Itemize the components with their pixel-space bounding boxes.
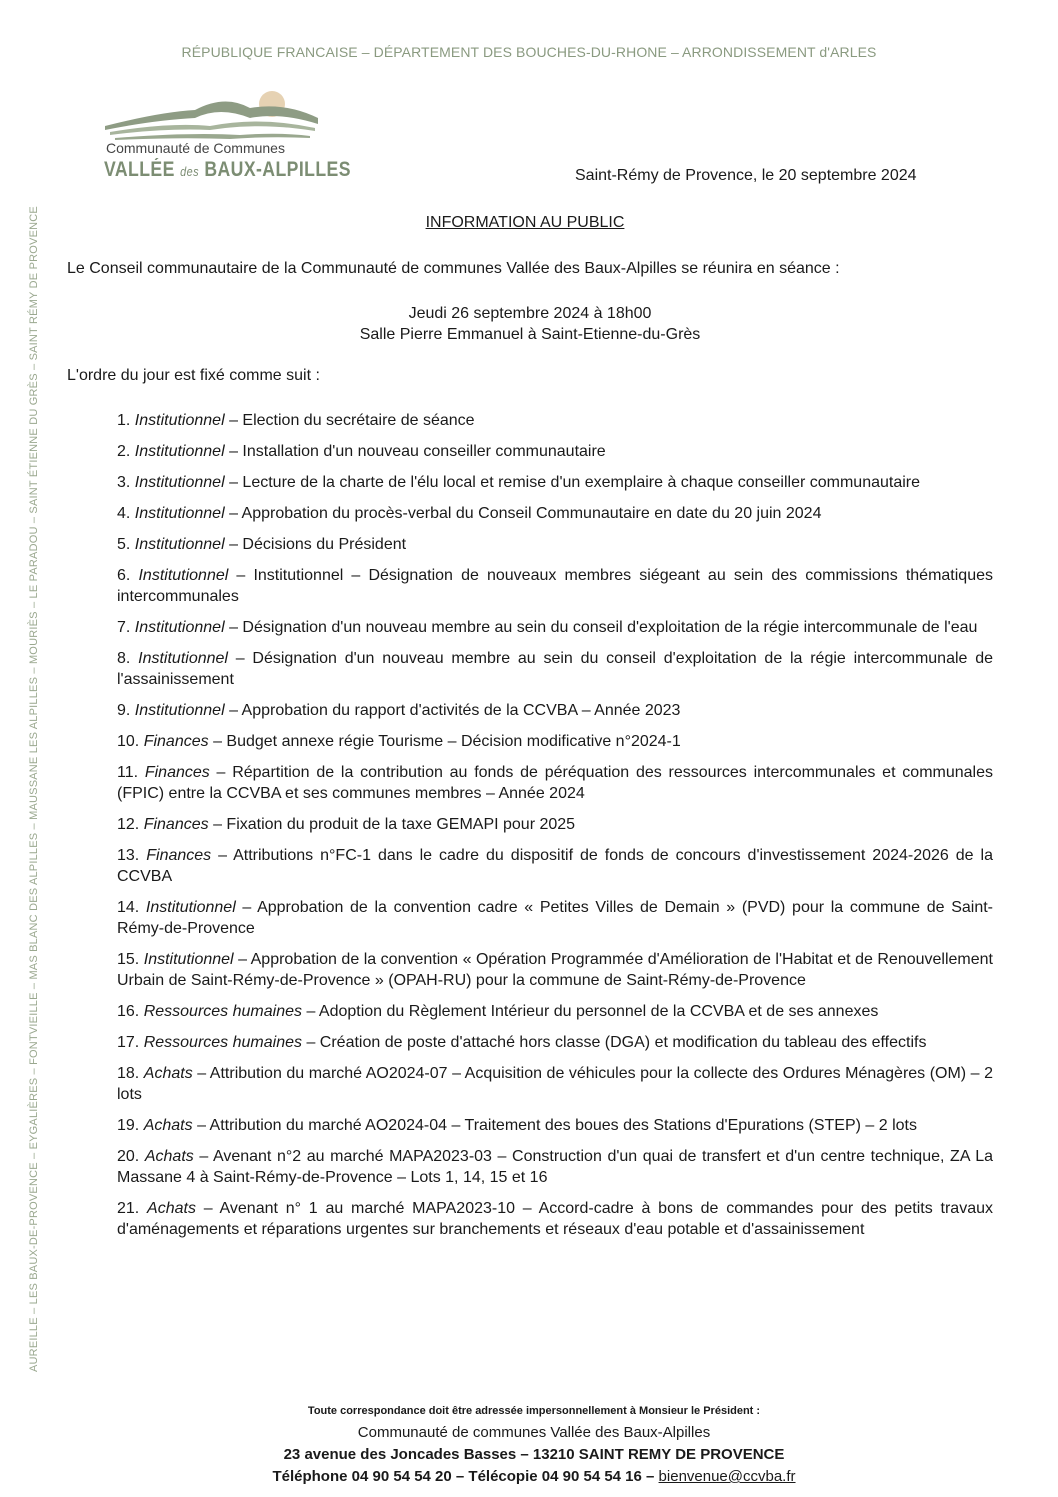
agenda-item [117,814,993,835]
agenda-item-text: – Election du secrétaire de séance [224,412,475,429]
agenda-item-category: Finances [144,764,210,781]
agenda-item-text: – Budget annexe régie Tourisme – Décision modificative n°2024-1 [208,733,681,750]
agenda-item-number: 3. [117,474,131,491]
meeting-info [0,303,1058,345]
agenda-intro: L'ordre du jour est fixé comme suit : [67,367,320,384]
agenda-item-text: – Répartition de la contribution au fonds de péréquation des ressources intercommunales et communales (FPIC) entre la CCVBA et ses communes membres – Année 2024 [117,764,993,802]
logo-line-1: Communauté de Communes [106,140,285,156]
agenda-item-number: 1. [117,412,131,429]
agenda-item-text: – Fixation du produit de la taxe GEMAPI pour 2025 [208,816,576,833]
agenda-item [117,949,993,991]
agenda-item [117,897,993,939]
agenda-item-text: – Lecture de la charte de l'élu local et remise d'un exemplaire à chaque conseiller communautaire [224,474,921,491]
agenda-item-text: – Approbation du procès-verbal du Conseil Communautaire en date du 20 juin 2024 [224,505,822,522]
logo-line-2 [104,158,351,182]
agenda-item [117,534,993,555]
meeting-when: Jeudi 26 septembre 2024 à 18h00 [408,305,652,322]
agenda-item-number: 10. [117,733,140,750]
agenda-item [117,565,993,607]
agenda-item-text: – Institutionnel – Désignation de nouveaux membres siégeant au sein des commissions thématiques intercommunales [117,567,993,605]
agenda-item [117,762,993,804]
agenda-item [117,503,993,524]
agenda-item-category: Institutionnel [134,619,225,636]
logo-word-baux-alpilles: BAUX-ALPILLES [204,158,351,181]
logo-word-vallee: VALLÉE [104,158,175,181]
agenda-item-category: Institutionnel [134,536,225,553]
agenda-item-category: Finances [143,816,209,833]
agenda-item-number: 9. [117,702,131,719]
agenda-item [117,1032,993,1053]
agenda-item-number: 5. [117,536,131,553]
agenda-item [117,410,993,431]
agenda-item-number: 14. [117,899,140,916]
agenda-item-category: Institutionnel [143,951,234,968]
agenda-item-category: Institutionnel [134,505,225,522]
agenda-item-category: Institutionnel [138,650,228,667]
agenda-item-text: – Désignation d'un nouveau membre au sein du conseil d'exploitation de la régie intercommunale de l'eau [224,619,978,636]
footer [0,1405,1058,1488]
agenda-item-text: – Décisions du Président [224,536,407,553]
agenda-item-category: Finances [146,847,212,864]
agenda-item-text: – Création de poste d'attaché hors classe (DGA) et modification du tableau des effectifs [302,1034,927,1051]
header-line: RÉPUBLIQUE FRANCAISE – DÉPARTEMENT DES BOUCHES-DU-RHONE – ARRONDISSEMENT d'ARLES [181,44,877,60]
agenda-item-category: Institutionnel [138,567,229,584]
footer-address: 23 avenue des Joncades Basses – 13210 SAINT REMY DE PROVENCE [283,1446,785,1463]
agenda-item [117,845,993,887]
page-title: INFORMATION AU PUBLIC [425,214,625,231]
agenda-item-text: – Approbation du rapport d'activités de la CCVBA – Année 2023 [224,702,681,719]
agenda-item-number: 16. [117,1003,140,1020]
agenda-item-text: – Approbation de la convention « Opération Programmée d'Amélioration de l'Habitat et de Renouvellement Urbain de Saint-Rémy-de-Provence » (OPAH-RU) pour la commune de Saint-Rémy-de-Provence [117,951,993,989]
agenda-item [117,472,993,493]
agenda-item-text: – Attribution du marché AO2024-04 – Traitement des boues des Stations d'Epurations (STEP) – 2 lots [192,1117,917,1134]
footer-contact [0,1466,1058,1488]
agenda-item-category: Institutionnel [134,443,225,460]
agenda-item-category: Achats [143,1117,193,1134]
agenda-item [117,1115,993,1136]
agenda-item-text: – Installation d'un nouveau conseiller communautaire [224,443,606,460]
organization-logo [100,88,351,188]
footer-organization: Communauté de communes Vallée des Baux-Alpilles [357,1424,711,1441]
meeting-where: Salle Pierre Emmanuel à Saint-Etienne-du-Grès [359,326,701,343]
agenda-item-number: 12. [117,816,140,833]
footer-note: Toute correspondance doit être adressée impersonnellement à Monsieur le Président : [307,1405,761,1417]
agenda-item [117,1198,993,1240]
agenda-item [117,731,993,752]
agenda-item-text: – Avenant n° 1 au marché MAPA2023-10 – Accord-cadre à bons de commandes pour des petits travaux d'aménagements et réparations urgentes sur branchements et réseaux d'eau potable et d'assainissement [117,1200,993,1238]
agenda-item [117,648,993,690]
agenda-item-category: Institutionnel [134,474,225,491]
agenda-item [117,1001,993,1022]
agenda-item-number: 4. [117,505,131,522]
agenda-item [117,1063,993,1105]
agenda-item-number: 19. [117,1117,140,1134]
agenda-item [117,1146,993,1188]
agenda-item [117,617,993,638]
logo-word-des: des [180,164,200,179]
agenda-item-number: 8. [117,650,131,667]
agenda-item-number: 11. [117,764,139,781]
agenda-item-number: 20. [117,1148,140,1165]
agenda-item-category: Ressources humaines [143,1003,302,1020]
agenda-item [117,700,993,721]
agenda-item-number: 18. [117,1065,140,1082]
mountains-sun-logo-icon [100,88,330,143]
agenda-item-category: Achats [147,1200,196,1217]
agenda-item-text: – Approbation de la convention cadre « Petites Villes de Demain » (PVD) pour la commune de Saint-Rémy-de-Provence [117,899,993,937]
sidebar-communes: AUREILLE – LES BAUX-DE-PROVENCE – EYGALIÈRES – FONTVIEILLE – MAS BLANC DES ALPILLES – MAUSSANE LES ALPILLES – MOURIÈS – LE PARADOU – SAINT ÉTIENNE DU GRÈS – SAINT RÉMY DE PROVENCE [28,206,40,1372]
agenda-item-number: 15. [117,951,140,968]
agenda-item [117,441,993,462]
agenda-item-number: 17. [117,1034,140,1051]
agenda-item-category: Achats [144,1148,194,1165]
agenda-item-number: 21. [117,1200,140,1217]
footer-phone: Téléphone 04 90 54 54 20 – Télécopie 04 90 54 54 16 – [272,1468,659,1485]
agenda-item-text: – Attribution du marché AO2024-07 – Acquisition de véhicules pour la collecte des Ordures Ménagères (OM) – 2 lots [117,1065,994,1103]
agenda-item-text: – Adoption du Règlement Intérieur du personnel de la CCVBA et de ses annexes [302,1003,879,1020]
agenda-item-text: – Avenant n°2 au marché MAPA2023-03 – Construction d'un quai de transfert et d'un centre technique, ZA La Massane 4 à Saint-Rémy-de-Provence – Lots 1, 14, 15 et 16 [117,1148,993,1186]
agenda-item-category: Achats [143,1065,193,1082]
agenda-item-number: 6. [117,567,131,584]
agenda-item-category: Ressources humaines [143,1034,302,1051]
agenda-item-text: – Désignation d'un nouveau membre au sein du conseil d'exploitation de la régie intercommunale de l'assainissement [117,650,993,688]
agenda-item-category: Institutionnel [134,702,225,719]
agenda-item-text: – Attributions n°FC-1 dans le cadre du dispositif de fonds de concours d'investissement 2024-2026 de la CCVBA [117,847,993,885]
agenda-item-number: 2. [117,443,131,460]
agenda-item-category: Institutionnel [145,899,236,916]
agenda-item-category: Institutionnel [134,412,225,429]
intro-text: Le Conseil communautaire de la Communauté de communes Vallée des Baux-Alpilles se réunira en séance : [67,260,840,277]
agenda-item-number: 13. [117,847,140,864]
document-date: Saint-Rémy de Provence, le 20 septembre 2024 [575,167,917,184]
agenda-item-category: Finances [143,733,209,750]
footer-email-link[interactable]: bienvenue@ccvba.fr [658,1468,796,1485]
agenda-item-number: 7. [117,619,131,636]
agenda-list [117,410,993,1250]
